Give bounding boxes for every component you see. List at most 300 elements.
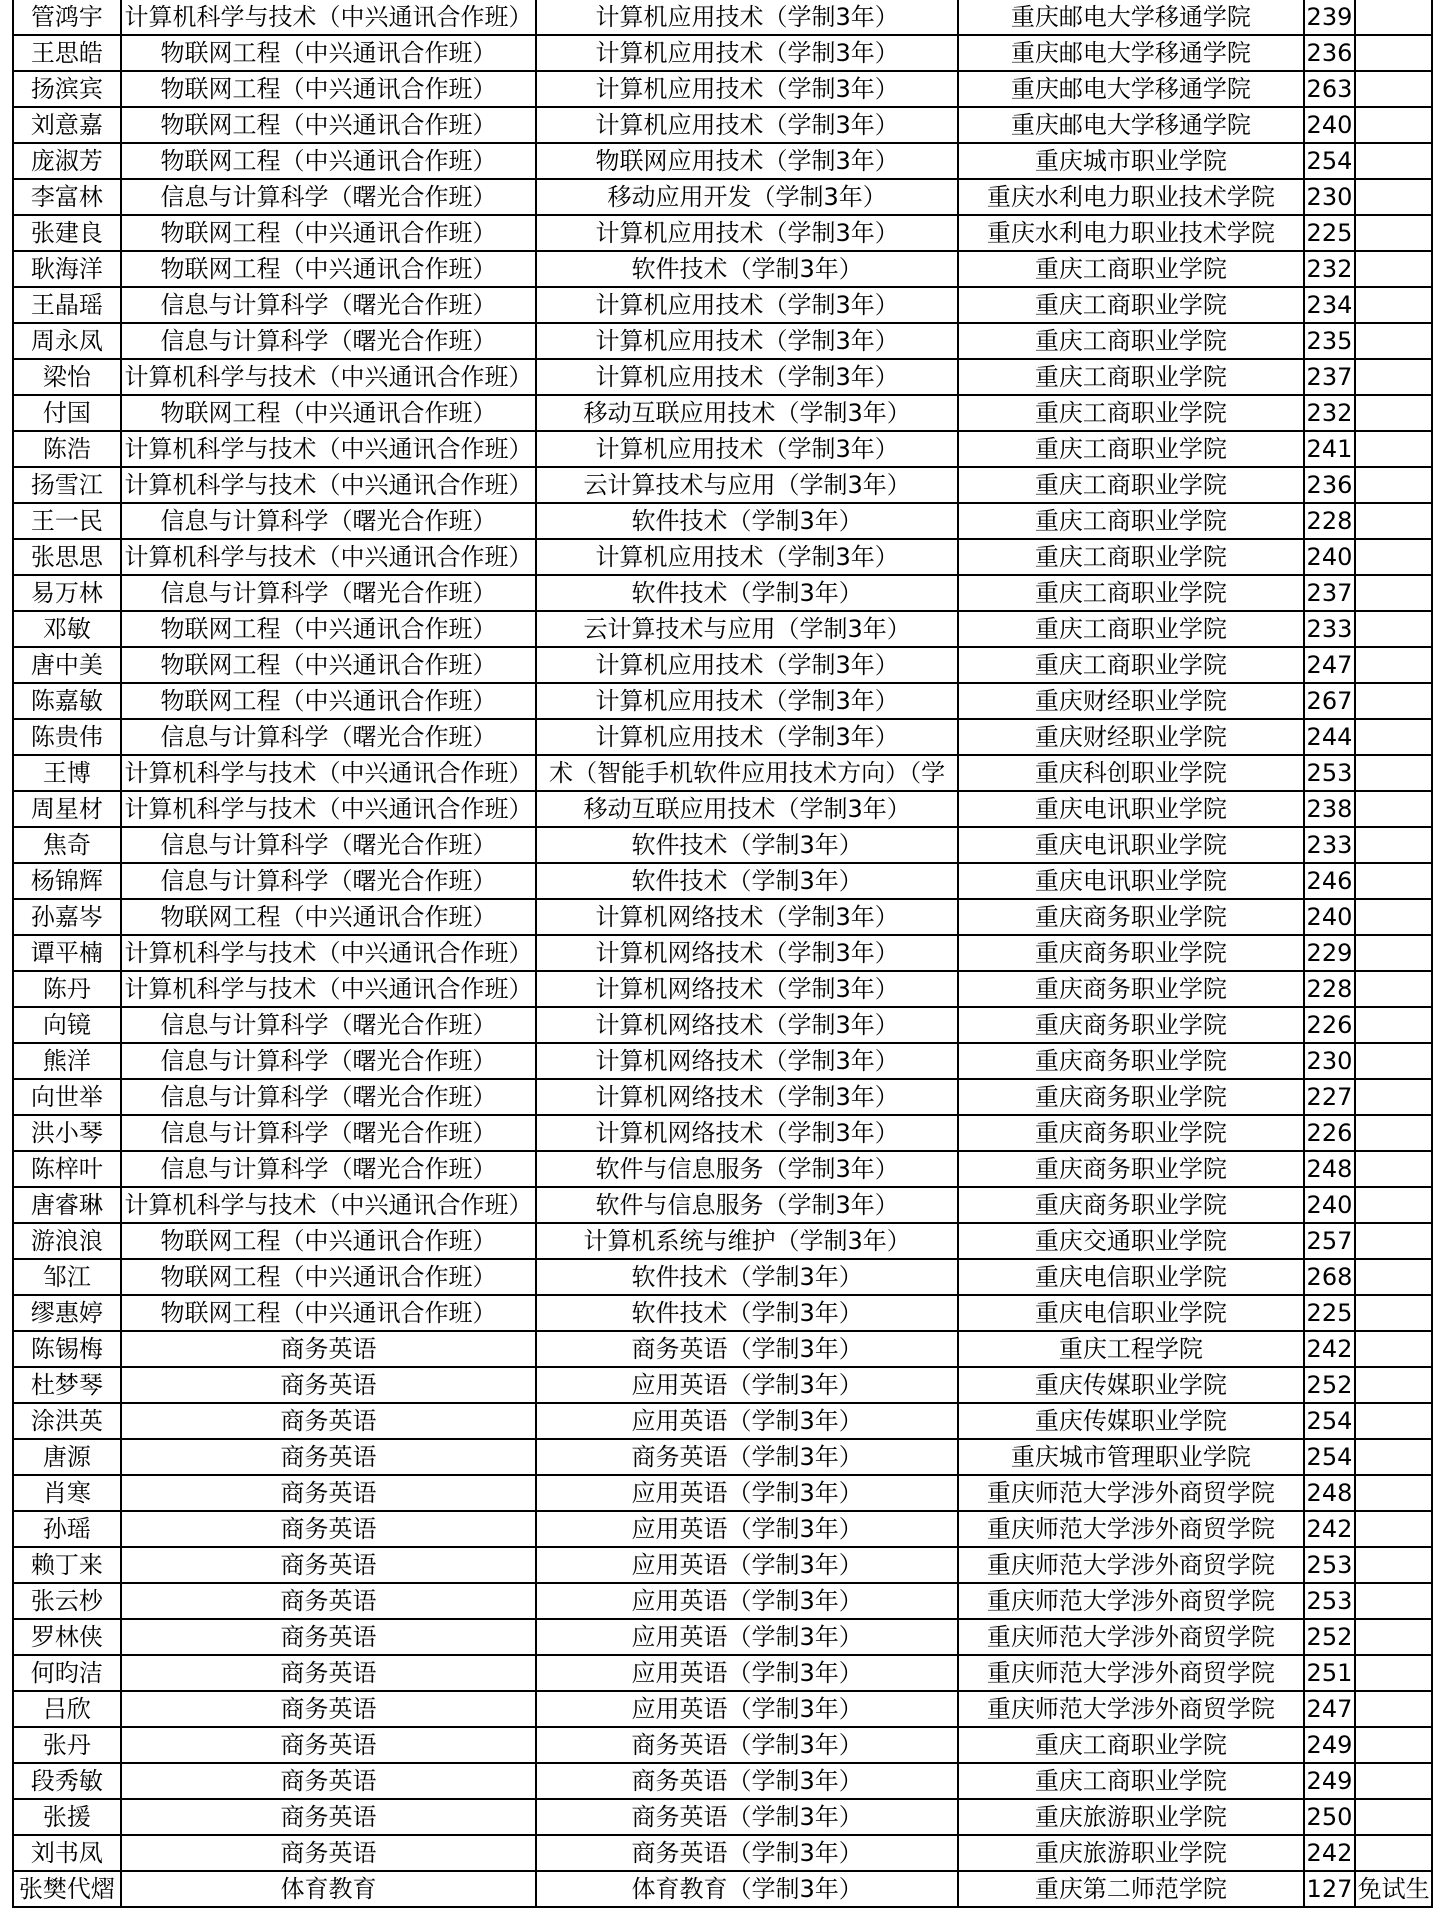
note-cell bbox=[1355, 251, 1432, 287]
score-cell: 236 bbox=[1304, 35, 1355, 71]
college-major-cell: 计算机应用技术（学制3年） bbox=[536, 719, 958, 755]
college-name-cell: 重庆师范大学涉外商贸学院 bbox=[958, 1619, 1304, 1655]
note-cell bbox=[1355, 647, 1432, 683]
table-row bbox=[13, 1763, 1432, 1799]
college-major-cell: 计算机应用技术（学制3年） bbox=[536, 323, 958, 359]
undergrad-major-cell: 信息与计算科学（曙光合作班） bbox=[121, 827, 537, 863]
college-name-cell: 重庆商务职业学院 bbox=[958, 971, 1304, 1007]
student-name-cell: 陈嘉敏 bbox=[13, 683, 121, 719]
college-major-cell: 应用英语（学制3年） bbox=[536, 1367, 958, 1403]
undergrad-major-cell: 计算机科学与技术（中兴通讯合作班） bbox=[121, 359, 537, 395]
score-cell: 237 bbox=[1304, 575, 1355, 611]
note-cell bbox=[1355, 1295, 1432, 1331]
note-cell bbox=[1355, 107, 1432, 143]
score-cell: 250 bbox=[1304, 1799, 1355, 1835]
table-row bbox=[13, 1295, 1432, 1331]
college-major-cell: 计算机网络技术（学制3年） bbox=[536, 1007, 958, 1043]
score-cell: 240 bbox=[1304, 1187, 1355, 1223]
table-row bbox=[13, 1079, 1432, 1115]
note-cell bbox=[1355, 1007, 1432, 1043]
undergrad-major-cell: 商务英语 bbox=[121, 1619, 537, 1655]
note-cell bbox=[1355, 467, 1432, 503]
score-cell: 228 bbox=[1304, 503, 1355, 539]
college-name-cell: 重庆旅游职业学院 bbox=[958, 1835, 1304, 1871]
undergrad-major-cell: 物联网工程（中兴通讯合作班） bbox=[121, 143, 537, 179]
student-name-cell: 王思皓 bbox=[13, 35, 121, 71]
undergrad-major-cell: 计算机科学与技术（中兴通讯合作班） bbox=[121, 467, 537, 503]
score-cell: 257 bbox=[1304, 1223, 1355, 1259]
undergrad-major-cell: 物联网工程（中兴通讯合作班） bbox=[121, 215, 537, 251]
score-cell: 239 bbox=[1304, 0, 1355, 35]
score-cell: 235 bbox=[1304, 323, 1355, 359]
student-name-cell: 熊洋 bbox=[13, 1043, 121, 1079]
college-name-cell: 重庆交通职业学院 bbox=[958, 1223, 1304, 1259]
table-row bbox=[13, 179, 1432, 215]
score-cell: 248 bbox=[1304, 1151, 1355, 1187]
undergrad-major-cell: 物联网工程（中兴通讯合作班） bbox=[121, 899, 537, 935]
college-name-cell: 重庆工商职业学院 bbox=[958, 503, 1304, 539]
note-cell bbox=[1355, 791, 1432, 827]
undergrad-major-cell: 信息与计算科学（曙光合作班） bbox=[121, 1151, 537, 1187]
college-name-cell: 重庆旅游职业学院 bbox=[958, 1799, 1304, 1835]
score-cell: 233 bbox=[1304, 827, 1355, 863]
student-name-cell: 刘意嘉 bbox=[13, 107, 121, 143]
score-cell: 232 bbox=[1304, 395, 1355, 431]
note-cell bbox=[1355, 215, 1432, 251]
student-name-cell: 杨锦辉 bbox=[13, 863, 121, 899]
undergrad-major-cell: 信息与计算科学（曙光合作班） bbox=[121, 1079, 537, 1115]
student-name-cell: 涂洪英 bbox=[13, 1403, 121, 1439]
table-row bbox=[13, 359, 1432, 395]
student-name-cell: 付国 bbox=[13, 395, 121, 431]
student-name-cell: 段秀敏 bbox=[13, 1763, 121, 1799]
college-name-cell: 重庆工商职业学院 bbox=[958, 251, 1304, 287]
score-cell: 242 bbox=[1304, 1835, 1355, 1871]
student-name-cell: 李富林 bbox=[13, 179, 121, 215]
college-name-cell: 重庆传媒职业学院 bbox=[958, 1367, 1304, 1403]
student-name-cell: 王博 bbox=[13, 755, 121, 791]
college-name-cell: 重庆电讯职业学院 bbox=[958, 863, 1304, 899]
undergrad-major-cell: 体育教育 bbox=[121, 1871, 537, 1907]
college-name-cell: 重庆城市管理职业学院 bbox=[958, 1439, 1304, 1475]
college-major-cell: 计算机应用技术（学制3年） bbox=[536, 431, 958, 467]
undergrad-major-cell: 物联网工程（中兴通讯合作班） bbox=[121, 251, 537, 287]
score-cell: 249 bbox=[1304, 1763, 1355, 1799]
score-cell: 228 bbox=[1304, 971, 1355, 1007]
college-name-cell: 重庆师范大学涉外商贸学院 bbox=[958, 1691, 1304, 1727]
note-cell bbox=[1355, 35, 1432, 71]
college-name-cell: 重庆第二师范学院 bbox=[958, 1871, 1304, 1907]
table-row bbox=[13, 1331, 1432, 1367]
score-cell: 242 bbox=[1304, 1511, 1355, 1547]
admission-table-body bbox=[13, 0, 1432, 1907]
admission-table bbox=[12, 0, 1433, 1908]
student-name-cell: 邓敏 bbox=[13, 611, 121, 647]
note-cell bbox=[1355, 683, 1432, 719]
student-name-cell: 张援 bbox=[13, 1799, 121, 1835]
score-cell: 242 bbox=[1304, 1331, 1355, 1367]
score-cell: 227 bbox=[1304, 1079, 1355, 1115]
undergrad-major-cell: 信息与计算科学（曙光合作班） bbox=[121, 503, 537, 539]
student-name-cell: 周永凤 bbox=[13, 323, 121, 359]
student-name-cell: 易万林 bbox=[13, 575, 121, 611]
table-row bbox=[13, 899, 1432, 935]
note-cell bbox=[1355, 359, 1432, 395]
table-row bbox=[13, 1223, 1432, 1259]
undergrad-major-cell: 物联网工程（中兴通讯合作班） bbox=[121, 71, 537, 107]
student-name-cell: 扬雪江 bbox=[13, 467, 121, 503]
note-cell bbox=[1355, 827, 1432, 863]
table-row bbox=[13, 611, 1432, 647]
college-major-cell: 应用英语（学制3年） bbox=[536, 1511, 958, 1547]
undergrad-major-cell: 物联网工程（中兴通讯合作班） bbox=[121, 611, 537, 647]
undergrad-major-cell: 信息与计算科学（曙光合作班） bbox=[121, 179, 537, 215]
note-cell bbox=[1355, 1151, 1432, 1187]
college-major-cell: 应用英语（学制3年） bbox=[536, 1691, 958, 1727]
undergrad-major-cell: 物联网工程（中兴通讯合作班） bbox=[121, 395, 537, 431]
student-name-cell: 王晶瑶 bbox=[13, 287, 121, 323]
undergrad-major-cell: 信息与计算科学（曙光合作班） bbox=[121, 1007, 537, 1043]
note-cell bbox=[1355, 899, 1432, 935]
college-name-cell: 重庆邮电大学移通学院 bbox=[958, 35, 1304, 71]
student-name-cell: 刘书凤 bbox=[13, 1835, 121, 1871]
undergrad-major-cell: 物联网工程（中兴通讯合作班） bbox=[121, 107, 537, 143]
student-name-cell: 陈锡梅 bbox=[13, 1331, 121, 1367]
undergrad-major-cell: 信息与计算科学（曙光合作班） bbox=[121, 1043, 537, 1079]
college-major-cell: 应用英语（学制3年） bbox=[536, 1403, 958, 1439]
student-name-cell: 陈贵伟 bbox=[13, 719, 121, 755]
student-name-cell: 向世举 bbox=[13, 1079, 121, 1115]
college-major-cell: 计算机网络技术（学制3年） bbox=[536, 935, 958, 971]
undergrad-major-cell: 商务英语 bbox=[121, 1331, 537, 1367]
college-name-cell: 重庆商务职业学院 bbox=[958, 1007, 1304, 1043]
score-cell: 237 bbox=[1304, 359, 1355, 395]
note-cell bbox=[1355, 611, 1432, 647]
note-cell bbox=[1355, 287, 1432, 323]
table-row bbox=[13, 1043, 1432, 1079]
college-major-cell: 计算机应用技术（学制3年） bbox=[536, 287, 958, 323]
table-row bbox=[13, 539, 1432, 575]
score-cell: 241 bbox=[1304, 431, 1355, 467]
student-name-cell: 王一民 bbox=[13, 503, 121, 539]
table-row bbox=[13, 935, 1432, 971]
college-major-cell: 计算机应用技术（学制3年） bbox=[536, 359, 958, 395]
table-row bbox=[13, 827, 1432, 863]
college-name-cell: 重庆商务职业学院 bbox=[958, 899, 1304, 935]
undergrad-major-cell: 信息与计算科学（曙光合作班） bbox=[121, 287, 537, 323]
score-cell: 248 bbox=[1304, 1475, 1355, 1511]
student-name-cell: 管鸿宇 bbox=[13, 0, 121, 35]
table-row bbox=[13, 791, 1432, 827]
score-cell: 246 bbox=[1304, 863, 1355, 899]
college-name-cell: 重庆工商职业学院 bbox=[958, 467, 1304, 503]
college-major-cell: 软件技术（学制3年） bbox=[536, 827, 958, 863]
college-major-cell: 软件技术（学制3年） bbox=[536, 251, 958, 287]
undergrad-major-cell: 商务英语 bbox=[121, 1367, 537, 1403]
college-name-cell: 重庆商务职业学院 bbox=[958, 1079, 1304, 1115]
note-cell bbox=[1355, 143, 1432, 179]
score-cell: 252 bbox=[1304, 1619, 1355, 1655]
table-row bbox=[13, 683, 1432, 719]
score-cell: 232 bbox=[1304, 251, 1355, 287]
college-major-cell: 计算机网络技术（学制3年） bbox=[536, 1043, 958, 1079]
college-name-cell: 重庆商务职业学院 bbox=[958, 1151, 1304, 1187]
score-cell: 240 bbox=[1304, 899, 1355, 935]
note-cell bbox=[1355, 0, 1432, 35]
score-cell: 251 bbox=[1304, 1655, 1355, 1691]
college-major-cell: 计算机网络技术（学制3年） bbox=[536, 1079, 958, 1115]
note-cell bbox=[1355, 863, 1432, 899]
score-cell: 267 bbox=[1304, 683, 1355, 719]
note-cell bbox=[1355, 1547, 1432, 1583]
college-name-cell: 重庆工商职业学院 bbox=[958, 575, 1304, 611]
college-major-cell: 商务英语（学制3年） bbox=[536, 1439, 958, 1475]
college-major-cell: 移动应用开发（学制3年） bbox=[536, 179, 958, 215]
college-name-cell: 重庆师范大学涉外商贸学院 bbox=[958, 1583, 1304, 1619]
college-major-cell: 计算机应用技术（学制3年） bbox=[536, 107, 958, 143]
undergrad-major-cell: 计算机科学与技术（中兴通讯合作班） bbox=[121, 971, 537, 1007]
college-name-cell: 重庆工商职业学院 bbox=[958, 647, 1304, 683]
table-row bbox=[13, 575, 1432, 611]
note-cell bbox=[1355, 935, 1432, 971]
note-cell bbox=[1355, 395, 1432, 431]
college-major-cell: 商务英语（学制3年） bbox=[536, 1799, 958, 1835]
note-cell bbox=[1355, 719, 1432, 755]
undergrad-major-cell: 物联网工程（中兴通讯合作班） bbox=[121, 1223, 537, 1259]
undergrad-major-cell: 物联网工程（中兴通讯合作班） bbox=[121, 35, 537, 71]
undergrad-major-cell: 物联网工程（中兴通讯合作班） bbox=[121, 647, 537, 683]
college-name-cell: 重庆工商职业学院 bbox=[958, 539, 1304, 575]
undergrad-major-cell: 商务英语 bbox=[121, 1547, 537, 1583]
table-row bbox=[13, 287, 1432, 323]
note-cell bbox=[1355, 1583, 1432, 1619]
table-row bbox=[13, 71, 1432, 107]
college-major-cell: 计算机网络技术（学制3年） bbox=[536, 971, 958, 1007]
undergrad-major-cell: 信息与计算科学（曙光合作班） bbox=[121, 863, 537, 899]
undergrad-major-cell: 计算机科学与技术（中兴通讯合作班） bbox=[121, 791, 537, 827]
college-major-cell: 计算机应用技术（学制3年） bbox=[536, 0, 958, 35]
score-cell: 254 bbox=[1304, 143, 1355, 179]
note-cell bbox=[1355, 1403, 1432, 1439]
student-name-cell: 唐源 bbox=[13, 1439, 121, 1475]
college-name-cell: 重庆财经职业学院 bbox=[958, 683, 1304, 719]
score-cell: 233 bbox=[1304, 611, 1355, 647]
college-major-cell: 体育教育（学制3年） bbox=[536, 1871, 958, 1907]
table-row bbox=[13, 1511, 1432, 1547]
table-row bbox=[13, 1727, 1432, 1763]
college-name-cell: 重庆师范大学涉外商贸学院 bbox=[958, 1475, 1304, 1511]
table-row bbox=[13, 251, 1432, 287]
college-name-cell: 重庆师范大学涉外商贸学院 bbox=[958, 1547, 1304, 1583]
score-cell: 240 bbox=[1304, 539, 1355, 575]
college-name-cell: 重庆财经职业学院 bbox=[958, 719, 1304, 755]
table-row bbox=[13, 971, 1432, 1007]
note-cell bbox=[1355, 503, 1432, 539]
student-name-cell: 唐睿琳 bbox=[13, 1187, 121, 1223]
college-name-cell: 重庆邮电大学移通学院 bbox=[958, 0, 1304, 35]
score-cell: 234 bbox=[1304, 287, 1355, 323]
table-row bbox=[13, 35, 1432, 71]
undergrad-major-cell: 计算机科学与技术（中兴通讯合作班） bbox=[121, 935, 537, 971]
score-cell: 249 bbox=[1304, 1727, 1355, 1763]
college-name-cell: 重庆工程学院 bbox=[958, 1331, 1304, 1367]
undergrad-major-cell: 物联网工程（中兴通讯合作班） bbox=[121, 1259, 537, 1295]
score-cell: 252 bbox=[1304, 1367, 1355, 1403]
student-name-cell: 扬滨宾 bbox=[13, 71, 121, 107]
score-cell: 240 bbox=[1304, 107, 1355, 143]
undergrad-major-cell: 商务英语 bbox=[121, 1763, 537, 1799]
student-name-cell: 游浪浪 bbox=[13, 1223, 121, 1259]
student-name-cell: 孙嘉岑 bbox=[13, 899, 121, 935]
college-major-cell: 计算机系统与维护（学制3年） bbox=[536, 1223, 958, 1259]
college-major-cell: 移动互联应用技术（学制3年） bbox=[536, 791, 958, 827]
score-cell: 253 bbox=[1304, 755, 1355, 791]
note-cell bbox=[1355, 1115, 1432, 1151]
table-row bbox=[13, 1871, 1432, 1907]
note-cell: 免试生 bbox=[1355, 1871, 1432, 1907]
table-row bbox=[13, 1187, 1432, 1223]
student-name-cell: 何昀洁 bbox=[13, 1655, 121, 1691]
note-cell bbox=[1355, 539, 1432, 575]
score-cell: 244 bbox=[1304, 719, 1355, 755]
score-cell: 230 bbox=[1304, 1043, 1355, 1079]
table-row bbox=[13, 503, 1432, 539]
note-cell bbox=[1355, 1439, 1432, 1475]
student-name-cell: 赖丁来 bbox=[13, 1547, 121, 1583]
college-major-cell: 软件与信息服务（学制3年） bbox=[536, 1151, 958, 1187]
undergrad-major-cell: 计算机科学与技术（中兴通讯合作班） bbox=[121, 539, 537, 575]
table-row bbox=[13, 0, 1432, 35]
score-cell: 226 bbox=[1304, 1115, 1355, 1151]
table-row bbox=[13, 1367, 1432, 1403]
note-cell bbox=[1355, 179, 1432, 215]
score-cell: 225 bbox=[1304, 215, 1355, 251]
undergrad-major-cell: 计算机科学与技术（中兴通讯合作班） bbox=[121, 1187, 537, 1223]
student-name-cell: 唐中美 bbox=[13, 647, 121, 683]
note-cell bbox=[1355, 1763, 1432, 1799]
undergrad-major-cell: 计算机科学与技术（中兴通讯合作班） bbox=[121, 0, 537, 35]
note-cell bbox=[1355, 1835, 1432, 1871]
table-row bbox=[13, 1655, 1432, 1691]
table-row bbox=[13, 1547, 1432, 1583]
score-cell: 247 bbox=[1304, 647, 1355, 683]
student-name-cell: 缪惠婷 bbox=[13, 1295, 121, 1331]
college-major-cell: 计算机应用技术（学制3年） bbox=[536, 71, 958, 107]
college-name-cell: 重庆邮电大学移通学院 bbox=[958, 71, 1304, 107]
score-cell: 229 bbox=[1304, 935, 1355, 971]
college-major-cell: 应用英语（学制3年） bbox=[536, 1583, 958, 1619]
score-cell: 127 bbox=[1304, 1871, 1355, 1907]
score-cell: 253 bbox=[1304, 1547, 1355, 1583]
note-cell bbox=[1355, 1187, 1432, 1223]
undergrad-major-cell: 商务英语 bbox=[121, 1835, 537, 1871]
table-row bbox=[13, 1439, 1432, 1475]
table-row bbox=[13, 467, 1432, 503]
table-row bbox=[13, 107, 1432, 143]
note-cell bbox=[1355, 1727, 1432, 1763]
college-name-cell: 重庆传媒职业学院 bbox=[958, 1403, 1304, 1439]
note-cell bbox=[1355, 1223, 1432, 1259]
note-cell bbox=[1355, 1475, 1432, 1511]
undergrad-major-cell: 物联网工程（中兴通讯合作班） bbox=[121, 1295, 537, 1331]
undergrad-major-cell: 物联网工程（中兴通讯合作班） bbox=[121, 683, 537, 719]
college-name-cell: 重庆电讯职业学院 bbox=[958, 827, 1304, 863]
college-name-cell: 重庆商务职业学院 bbox=[958, 1043, 1304, 1079]
table-row bbox=[13, 719, 1432, 755]
college-major-cell: 商务英语（学制3年） bbox=[536, 1835, 958, 1871]
score-cell: 247 bbox=[1304, 1691, 1355, 1727]
student-name-cell: 陈浩 bbox=[13, 431, 121, 467]
note-cell bbox=[1355, 431, 1432, 467]
student-name-cell: 张云杪 bbox=[13, 1583, 121, 1619]
undergrad-major-cell: 商务英语 bbox=[121, 1511, 537, 1547]
undergrad-major-cell: 信息与计算科学（曙光合作班） bbox=[121, 1115, 537, 1151]
note-cell bbox=[1355, 1619, 1432, 1655]
college-name-cell: 重庆工商职业学院 bbox=[958, 431, 1304, 467]
score-cell: 254 bbox=[1304, 1403, 1355, 1439]
college-name-cell: 重庆邮电大学移通学院 bbox=[958, 107, 1304, 143]
college-major-cell: 软件技术（学制3年） bbox=[536, 503, 958, 539]
college-major-cell: 云计算技术与应用（学制3年） bbox=[536, 611, 958, 647]
table-row bbox=[13, 323, 1432, 359]
college-major-cell: 物联网应用技术（学制3年） bbox=[536, 143, 958, 179]
college-major-cell: 术（智能手机软件应用技术方向）（学 bbox=[536, 755, 958, 791]
student-name-cell: 陈丹 bbox=[13, 971, 121, 1007]
table-row bbox=[13, 863, 1432, 899]
student-name-cell: 吕欣 bbox=[13, 1691, 121, 1727]
table-row bbox=[13, 1115, 1432, 1151]
student-name-cell: 张思思 bbox=[13, 539, 121, 575]
table-row bbox=[13, 395, 1432, 431]
undergrad-major-cell: 信息与计算科学（曙光合作班） bbox=[121, 323, 537, 359]
college-major-cell: 云计算技术与应用（学制3年） bbox=[536, 467, 958, 503]
college-major-cell: 移动互联应用技术（学制3年） bbox=[536, 395, 958, 431]
college-name-cell: 重庆电讯职业学院 bbox=[958, 791, 1304, 827]
score-cell: 253 bbox=[1304, 1583, 1355, 1619]
undergrad-major-cell: 商务英语 bbox=[121, 1439, 537, 1475]
score-cell: 226 bbox=[1304, 1007, 1355, 1043]
score-cell: 268 bbox=[1304, 1259, 1355, 1295]
college-major-cell: 商务英语（学制3年） bbox=[536, 1763, 958, 1799]
note-cell bbox=[1355, 71, 1432, 107]
college-name-cell: 重庆工商职业学院 bbox=[958, 1727, 1304, 1763]
college-name-cell: 重庆工商职业学院 bbox=[958, 395, 1304, 431]
undergrad-major-cell: 商务英语 bbox=[121, 1691, 537, 1727]
note-cell bbox=[1355, 575, 1432, 611]
college-major-cell: 计算机网络技术（学制3年） bbox=[536, 1115, 958, 1151]
college-name-cell: 重庆工商职业学院 bbox=[958, 359, 1304, 395]
student-name-cell: 肖寒 bbox=[13, 1475, 121, 1511]
college-major-cell: 计算机应用技术（学制3年） bbox=[536, 215, 958, 251]
score-cell: 230 bbox=[1304, 179, 1355, 215]
college-major-cell: 计算机应用技术（学制3年） bbox=[536, 647, 958, 683]
student-name-cell: 庞淑芳 bbox=[13, 143, 121, 179]
college-major-cell: 计算机应用技术（学制3年） bbox=[536, 35, 958, 71]
undergrad-major-cell: 信息与计算科学（曙光合作班） bbox=[121, 575, 537, 611]
college-name-cell: 重庆师范大学涉外商贸学院 bbox=[958, 1655, 1304, 1691]
undergrad-major-cell: 商务英语 bbox=[121, 1403, 537, 1439]
student-name-cell: 陈梓叶 bbox=[13, 1151, 121, 1187]
student-name-cell: 焦奇 bbox=[13, 827, 121, 863]
college-major-cell: 应用英语（学制3年） bbox=[536, 1475, 958, 1511]
student-name-cell: 杜梦琴 bbox=[13, 1367, 121, 1403]
student-name-cell: 张丹 bbox=[13, 1727, 121, 1763]
undergrad-major-cell: 商务英语 bbox=[121, 1727, 537, 1763]
note-cell bbox=[1355, 1331, 1432, 1367]
table-row bbox=[13, 1835, 1432, 1871]
college-major-cell: 计算机应用技术（学制3年） bbox=[536, 683, 958, 719]
college-name-cell: 重庆水利电力职业技术学院 bbox=[958, 179, 1304, 215]
